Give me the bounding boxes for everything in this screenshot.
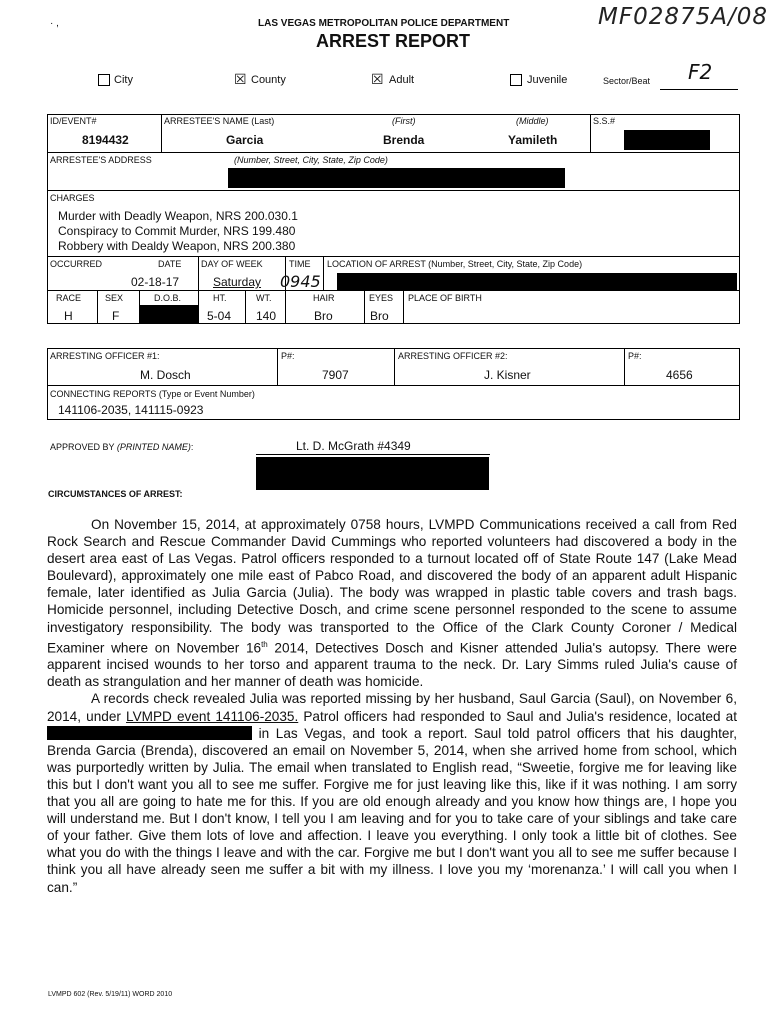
dob-label: D.O.B. bbox=[154, 293, 182, 303]
page-title: ARREST REPORT bbox=[316, 31, 471, 51]
dob-redaction bbox=[140, 305, 198, 324]
date-label: DATE bbox=[158, 259, 182, 269]
first-name-label: (First) bbox=[392, 116, 416, 126]
location-redaction bbox=[337, 273, 737, 291]
eyes-value: Bro bbox=[370, 309, 389, 323]
height-value: 5-04 bbox=[207, 309, 232, 323]
charge-2: Conspiracy to Commit Murder, NRS 199.480 bbox=[58, 224, 296, 238]
juvenile-label: Juvenile bbox=[527, 74, 568, 86]
adult-checkbox[interactable]: ☒ bbox=[371, 71, 384, 87]
hair-label: HAIR bbox=[313, 293, 335, 303]
time-label: TIME bbox=[289, 259, 311, 269]
connecting-reports-label: CONNECTING REPORTS (Type or Event Number) bbox=[50, 389, 255, 399]
narrative-paragraph-1: On November 15, 2014, at approximately 0758 hours, LVMPD Communications received a call from Red Rock Search and Rescue Commander David Cummings who reported volunteers had discovered a body in the desert area east of Las Vegas. Patrol officers responded to a turnout located off of State Route 147 (Lake Mead Boulevard), approximately one mile east of Pabco Road, and discovered the body of an apparent adult Hispanic female, later identified as Julia Garcia (Julia). The body was wrapped in plastic table covers and trash bags. Homicide personnel, including Detective Dosch, and crime scene personnel responded to the scene to assume investigatory responsibility. The body was transported to the Office of the Clark County Coroner / Medical Examiner where on November 16th 2014, Detectives Dosch and Kisner attended Julia's autopsy. There were apparent incised wounds to her torso and apparent trauma to the neck. Dr. Lary Simms ruled Julia's cause of death as strangulation and her manner of death was homicide. bbox=[47, 517, 737, 690]
officer-2-pnum-value: 4656 bbox=[666, 368, 693, 382]
weight-label: WT. bbox=[256, 293, 272, 303]
weight-value: 140 bbox=[256, 309, 277, 323]
eyes-label: EYES bbox=[369, 293, 394, 303]
address-label: ARRESTEE'S ADDRESS bbox=[50, 155, 152, 165]
ssn-label: S.S.# bbox=[593, 116, 616, 126]
officer-2-label: ARRESTING OFFICER #2: bbox=[398, 351, 508, 361]
connecting-reports-value: 141106-2035, 141115-0923 bbox=[58, 403, 204, 417]
officer-2-pnum-label: P#: bbox=[628, 351, 642, 361]
day-of-week-label: DAY OF WEEK bbox=[201, 259, 263, 269]
circumstances-narrative bbox=[47, 516, 737, 896]
date-value: 02-18-17 bbox=[131, 275, 180, 289]
race-label: RACE bbox=[56, 293, 82, 303]
sector-beat-value: F2 bbox=[688, 60, 713, 84]
location-label: LOCATION OF ARREST (Number, Street, City, State, Zip Code) bbox=[327, 259, 583, 269]
officer-1-pnum-label: P#: bbox=[281, 351, 295, 361]
charges-label: CHARGES bbox=[50, 193, 95, 203]
county-checkbox[interactable]: ☒ bbox=[234, 71, 247, 87]
residence-address-redaction bbox=[47, 726, 252, 740]
place-of-birth-label: PLACE OF BIRTH bbox=[408, 293, 482, 303]
adult-label: Adult bbox=[389, 74, 415, 86]
form-id: LVMPD 602 (Rev. 5/19/11) WORD 2010 bbox=[48, 991, 173, 998]
officer-2-value: J. Kisner bbox=[484, 368, 531, 382]
ssn-redaction bbox=[624, 130, 710, 150]
occurred-label: OCCURRED bbox=[50, 259, 103, 269]
address-hint: (Number, Street, City, State, Zip Code) bbox=[234, 155, 388, 165]
last-name-value: Garcia bbox=[226, 133, 264, 147]
arrestee-name-label: ARRESTEE'S NAME (Last) bbox=[164, 116, 275, 126]
department-name: LAS VEGAS METROPOLITAN POLICE DEPARTMENT bbox=[258, 18, 510, 29]
height-label: HT. bbox=[213, 293, 227, 303]
handwritten-case-number: MF02875A/08 bbox=[598, 4, 768, 30]
juvenile-checkbox[interactable] bbox=[510, 74, 522, 86]
approved-by-value: Lt. D. McGrath #4349 bbox=[296, 439, 411, 453]
hair-value: Bro bbox=[314, 309, 333, 323]
first-name-value: Brenda bbox=[383, 133, 425, 147]
time-value: 0945 bbox=[280, 272, 321, 291]
approved-by-label: APPROVED BY (PRINTED NAME): bbox=[50, 442, 194, 452]
approval-signature-redaction bbox=[256, 457, 489, 490]
middle-name-value: Yamileth bbox=[508, 133, 558, 147]
officer-1-value: M. Dosch bbox=[140, 368, 191, 382]
charge-1: Murder with Deadly Weapon, NRS 200.030.1 bbox=[58, 209, 298, 223]
id-event-value: 8194432 bbox=[82, 133, 129, 147]
sex-value: F bbox=[112, 309, 120, 323]
middle-name-label: (Middle) bbox=[516, 116, 549, 126]
day-of-week-value: Saturday bbox=[213, 275, 262, 289]
sex-label: SEX bbox=[105, 293, 124, 303]
officer-1-pnum-value: 7907 bbox=[322, 368, 349, 382]
city-label: City bbox=[114, 74, 133, 86]
id-event-label: ID/EVENT# bbox=[50, 116, 97, 126]
sector-beat-label: Sector/Beat bbox=[603, 76, 651, 86]
address-redaction bbox=[228, 168, 565, 188]
charge-3: Robbery with Dealdy Weapon, NRS 200.380 bbox=[58, 239, 296, 253]
city-checkbox[interactable] bbox=[98, 74, 110, 86]
narrative-paragraph-2: A records check revealed Julia was reported missing by her husband, Saul Garcia (Saul), on November 6, 2014, under LVMPD event 141106-2035. Patrol officers had responded to Saul and Julia's residence, located at in Las Vegas, and took a report. Saul told patrol officers that his daughter, Brenda Garcia (Brenda), discovered an email on November 5, 2014, when she arrived home from school, which was purportedly written by Julia. The email when translated to English read, “Sweetie, forgive me for leaving like this but I don't want you all to see me suffer. Forgive me for just leaving like this, like if it was nothing. I am sorry that you all are going to hate me for this. If you are old enough already and you know how things are, I hope you will understand me. But I don't know, I tell you I am leaving and for you to take care of your siblings and take care of your father. Give them lots of love and affection. I leave you everything. I only took a little bit of clothes. See what you do with the things I leave and with the car. Forgive me but I don't want you all to see me suffer because I think you all have already seen me suffer a bit with my illness. I love you my ‘morenanza.’ I will call you when I can.” bbox=[47, 691, 738, 895]
officer-1-label: ARRESTING OFFICER #1: bbox=[50, 351, 160, 361]
county-label: County bbox=[251, 74, 286, 86]
race-value: H bbox=[64, 309, 73, 323]
corner-marks: · , bbox=[50, 18, 59, 29]
circumstances-label: CIRCUMSTANCES OF ARREST: bbox=[48, 489, 183, 499]
